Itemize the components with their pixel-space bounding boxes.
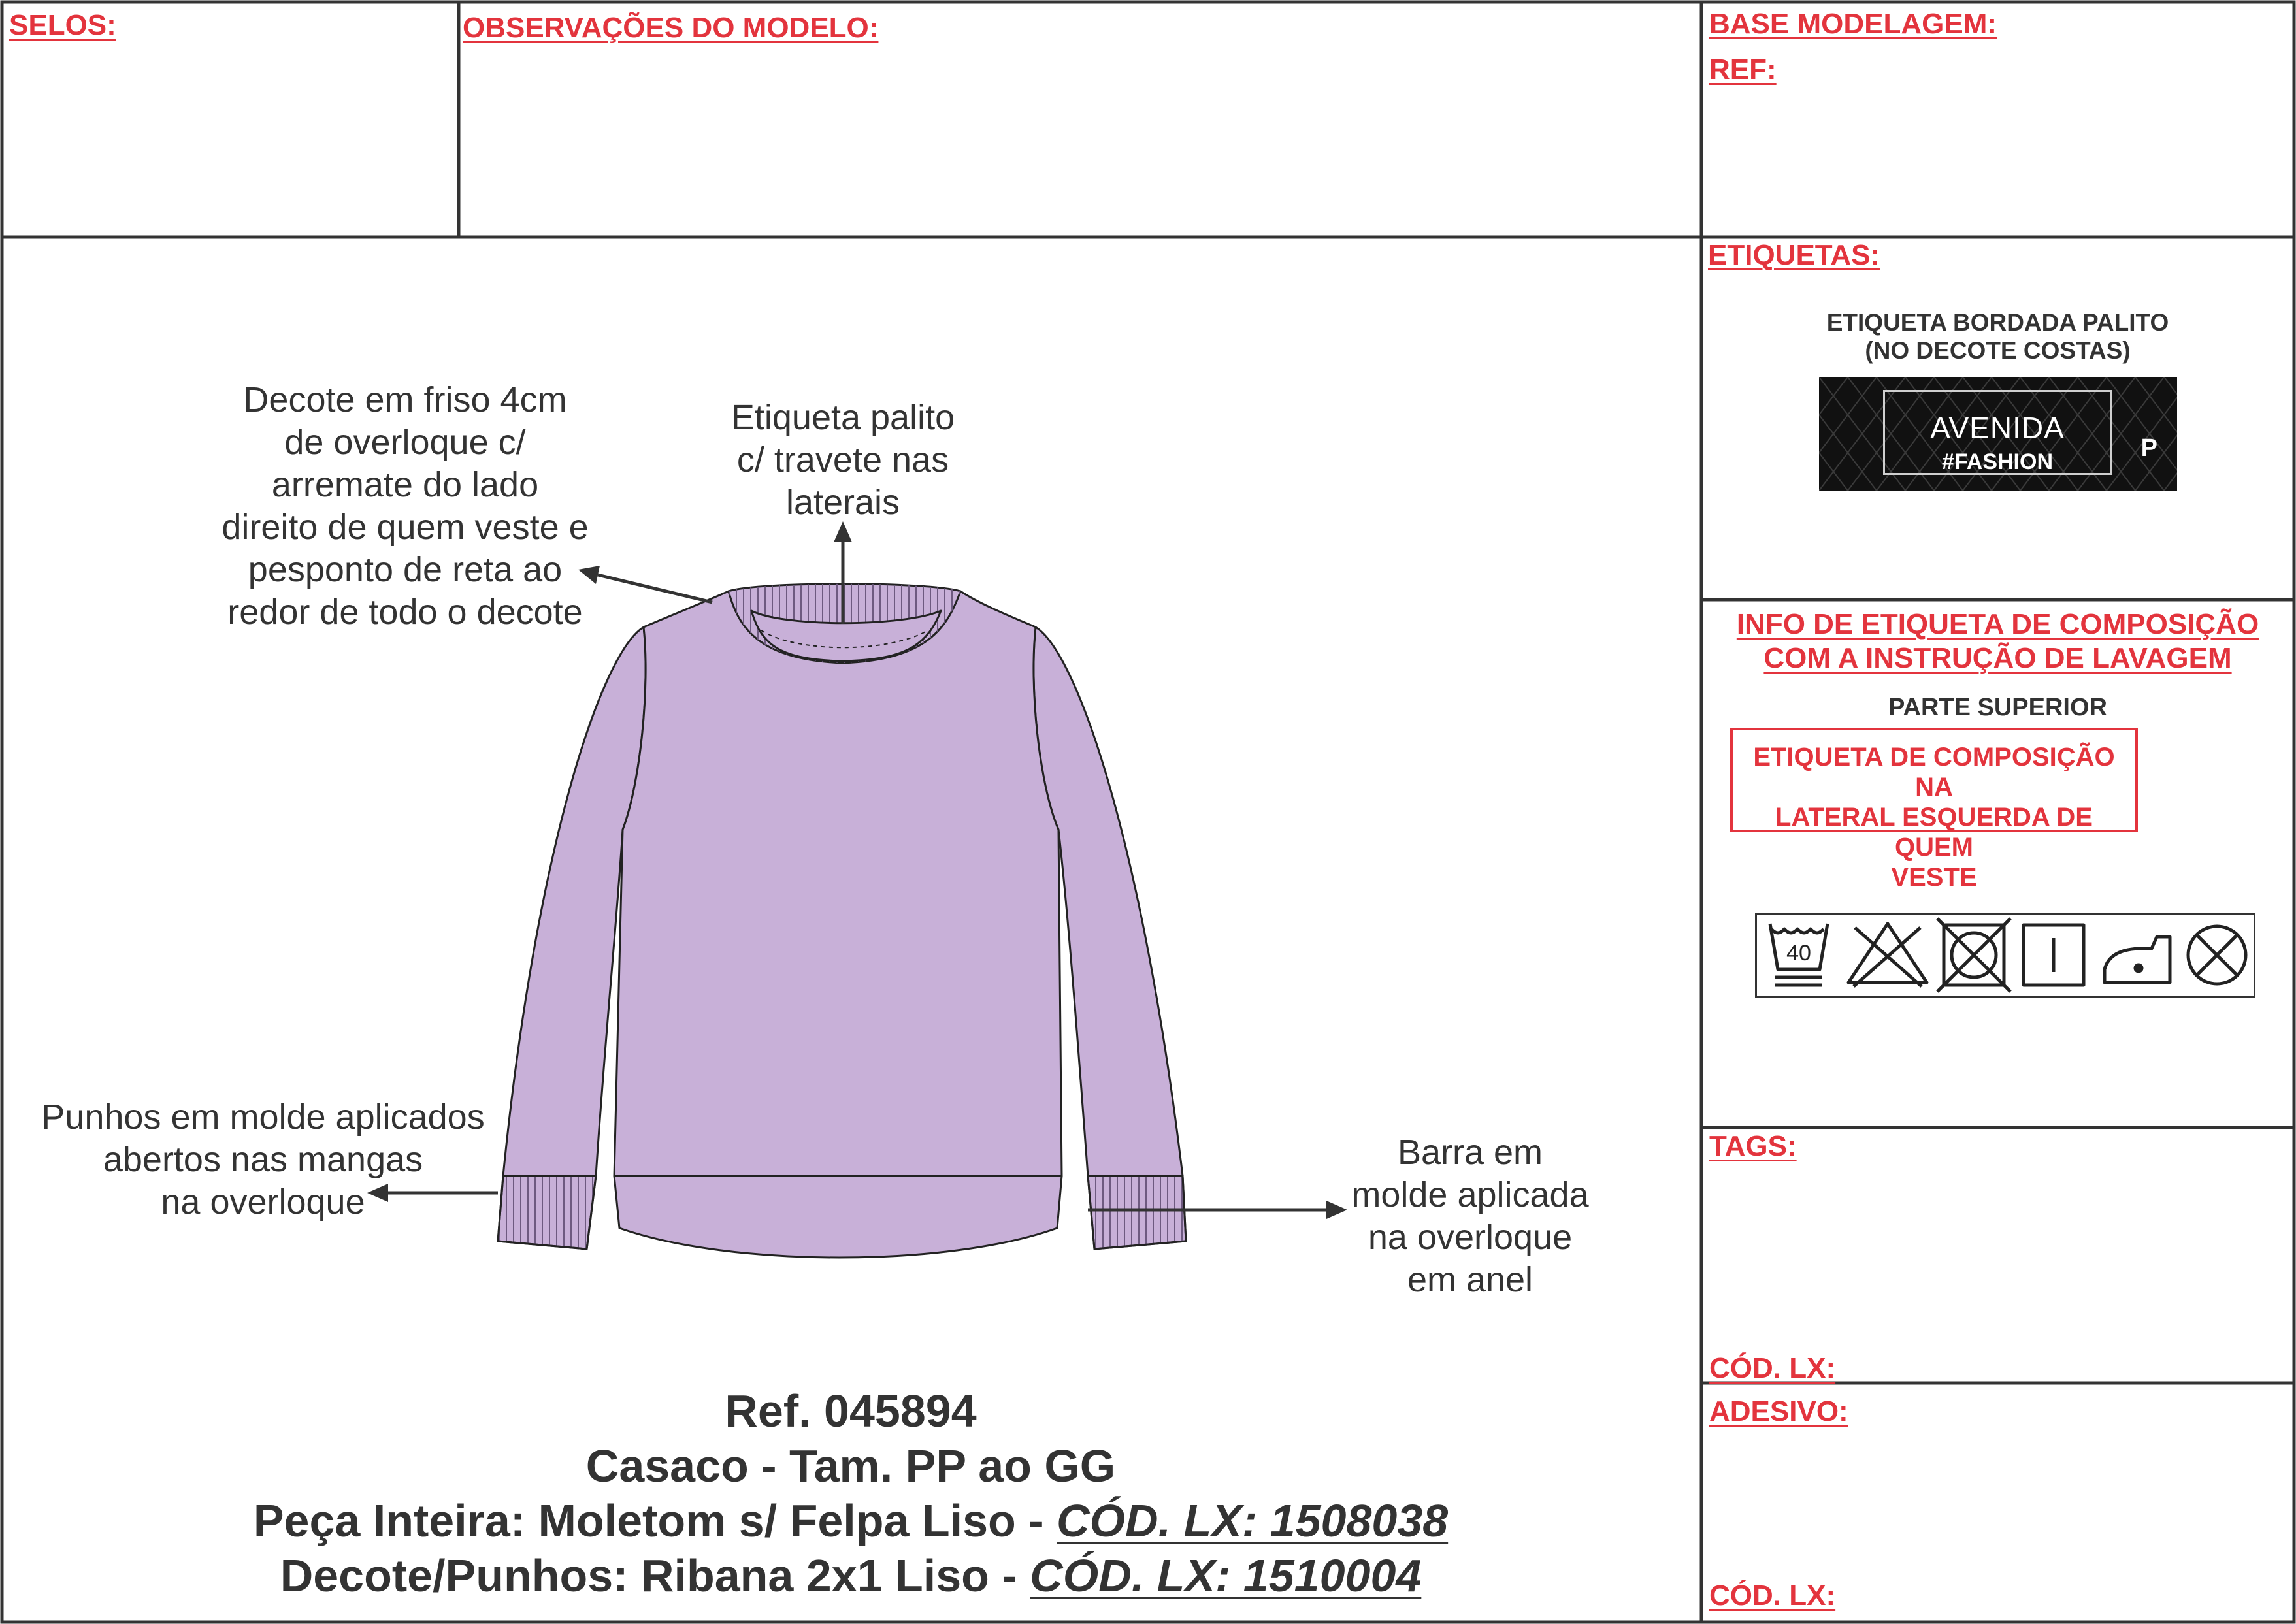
product-material-main xyxy=(0,1495,1701,1547)
material-main-code: CÓD. LX: 1508038 xyxy=(1057,1495,1449,1546)
composition-title-line1: INFO DE ETIQUETA DE COMPOSIÇÃO xyxy=(1736,608,2259,640)
embroidered-caption-line2: (NO DECOTE COSTAS) xyxy=(1865,337,2131,364)
adesivo-label: ADESIVO: xyxy=(1709,1395,1848,1427)
cuffs-line: Punhos em molde aplicados xyxy=(41,1097,485,1137)
tags-label: TAGS: xyxy=(1709,1130,1797,1162)
material-main-text: Peça Inteira: Moletom s/ Felpa Liso - xyxy=(253,1495,1057,1546)
composition-title-line2: COM A INSTRUÇÃO DE LAVAGEM xyxy=(1763,642,2232,674)
cuffs-line: na overloque xyxy=(161,1182,365,1222)
label-stick-line: Etiqueta palito xyxy=(730,398,955,437)
neckline-line: arremate do lado xyxy=(271,465,539,504)
label-stick-line: c/ travete nas xyxy=(736,440,949,479)
brand-tagline: #FASHION xyxy=(1941,449,2054,474)
observacoes-label: OBSERVAÇÕES DO MODELO: xyxy=(463,12,879,44)
cuffs-line: abertos nas mangas xyxy=(103,1140,423,1179)
neckline-line: Decote em friso 4cm xyxy=(243,380,567,419)
etiquetas-label: ETIQUETAS: xyxy=(1708,239,1880,271)
label-stick-line: laterais xyxy=(785,483,900,522)
embroidered-caption-line1: ETIQUETA BORDADA PALITO xyxy=(1826,309,2169,336)
label-stick-annotation xyxy=(699,397,987,524)
tags-cod-label: CÓD. LX: xyxy=(1709,1352,1836,1384)
product-ref: Ref. 045894 xyxy=(725,1386,977,1437)
neckline-line: redor de todo o decote xyxy=(227,593,583,632)
part-label: PARTE SUPERIOR xyxy=(1888,694,2107,721)
neckline-line: de overloque c/ xyxy=(284,423,526,462)
material-rib-code: CÓD. LX: 1510004 xyxy=(1030,1550,1422,1601)
hem-line: em anel xyxy=(1407,1260,1533,1299)
hem-line: molde aplicada xyxy=(1351,1175,1589,1214)
brand-name: AVENIDA xyxy=(1930,411,2065,445)
base-modelagem-label: BASE MODELAGEM: xyxy=(1709,8,1997,40)
hem-line: na overloque xyxy=(1368,1218,1573,1257)
garment-body xyxy=(614,591,1062,1176)
composition-box-line2: LATERAL ESQUERDA DE QUEM xyxy=(1775,803,2093,862)
composition-box-line1: ETIQUETA DE COMPOSIÇÃO NA xyxy=(1753,743,2115,802)
hem-annotation xyxy=(1326,1131,1614,1301)
cuffs-annotation xyxy=(13,1096,513,1224)
composition-box-line3: VESTE xyxy=(1891,863,1977,892)
product-material-rib xyxy=(0,1550,1701,1602)
ref-label: REF: xyxy=(1709,54,1777,86)
wash-temp-text: 40 xyxy=(1786,941,1811,966)
selos-label: SELOS: xyxy=(9,9,116,41)
hem-line: Barra em xyxy=(1397,1133,1543,1172)
hem-band xyxy=(614,1176,1062,1258)
adesivo-cod-label: CÓD. LX: xyxy=(1709,1580,1836,1612)
neckline-annotation xyxy=(196,379,614,634)
neckline-line: direito de quem veste e xyxy=(221,508,589,547)
neckline-line: pesponto de reta ao xyxy=(248,550,563,589)
brand-size: P xyxy=(2140,434,2157,462)
product-name: Casaco - Tam. PP ao GG xyxy=(585,1440,1116,1491)
material-rib-text: Decote/Punhos: Ribana 2x1 Liso - xyxy=(280,1550,1030,1601)
